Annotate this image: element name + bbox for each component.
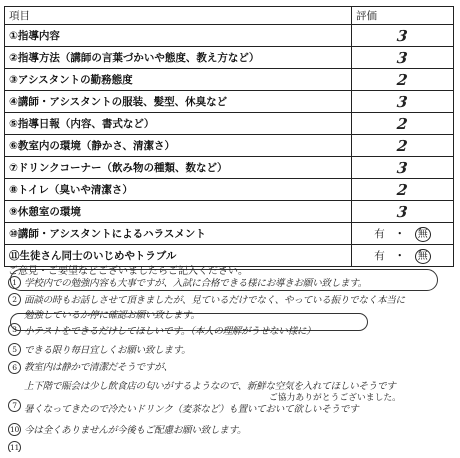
header-score: 評価 (352, 7, 454, 25)
comment-text: できる限り毎日宜しくお願い致します。 (24, 345, 191, 356)
handwritten-score: 3 (396, 26, 409, 45)
comment-line (4, 322, 456, 342)
table-row (5, 113, 454, 135)
comment-lines (4, 275, 456, 452)
handwritten-score: 2 (396, 180, 409, 199)
row-score-cell (352, 179, 454, 201)
option-separator: ・ (394, 251, 405, 262)
comment-number: 1 (8, 276, 21, 289)
comment-text: 学校内での勉強内容も大事ですが、入試に合格できる様にお導きお願い致します。 (24, 278, 368, 289)
comment-line (4, 309, 456, 322)
table-row (5, 201, 454, 223)
table-row (5, 69, 454, 91)
option-yes: 有 (374, 250, 385, 262)
table-row (5, 179, 454, 201)
row-item-label: ⑥教室内の環境（静かさ、清潔さ） (5, 135, 352, 157)
row-item-label: ②指導方法（講師の言葉づかいや態度、教え方など） (5, 47, 352, 69)
row-item-label: ⑨休憩室の環境 (5, 201, 352, 223)
handwritten-score: 3 (396, 202, 409, 221)
row-item-label: ⑩講師・アシスタントによるハラスメント (5, 223, 352, 245)
option-no-circled: 無 (415, 249, 431, 264)
row-score-cell (352, 157, 454, 179)
comment-number: 3 (8, 323, 21, 336)
row-score-cell (352, 47, 454, 69)
row-item-label: ①指導内容 (5, 25, 352, 47)
handwritten-score: 2 (396, 114, 409, 133)
comment-text: 小テストをできるだけしてほしいです。（本人の理解がうせない様に） (24, 326, 316, 337)
option-no-circled: 無 (415, 227, 431, 242)
row-score-cell (352, 135, 454, 157)
evaluation-table (4, 6, 454, 267)
row-item-label: ⑪生徒さん同士のいじめやトラブル (5, 245, 352, 267)
comment-number: 7 (8, 399, 21, 412)
table-row (5, 47, 454, 69)
row-score-cell (352, 91, 454, 113)
comment-line (4, 292, 456, 309)
table-header-row (5, 7, 454, 25)
row-score-cell (352, 201, 454, 223)
header-item: 項目 (5, 7, 352, 25)
handwritten-score: 3 (396, 158, 409, 177)
handwritten-score: 2 (396, 70, 409, 89)
table-row (5, 135, 454, 157)
comment-line (4, 342, 456, 360)
row-item-label: ③アシスタントの勤務態度 (5, 69, 352, 91)
comment-line (4, 275, 456, 292)
row-item-label: ⑦ドリンクコーナー（飲み物の種類、数など） (5, 157, 352, 179)
comment-text: 面談の時もお話しさせて頂きましたが、見ているだけでなく、やっている振りでなく本当に (24, 295, 405, 306)
comments-section (4, 262, 456, 452)
table-row (5, 25, 454, 47)
row-item-label: ⑤指導日報（内容、書式など） (5, 113, 352, 135)
comment-number: 11 (8, 441, 21, 452)
comment-text: 上下階で賑会は少し飲食店の匂いがするようなので、新鮮な空気を入れてほしいそうです (24, 381, 396, 392)
handwritten-score: 2 (396, 136, 409, 155)
table-row (5, 157, 454, 179)
comment-number: 10 (8, 423, 21, 436)
comments-heading: ご意見・ご要望などございましたらご記入ください。 (8, 266, 248, 277)
row-score-cell (352, 69, 454, 91)
handwritten-score: 3 (396, 48, 409, 67)
comment-line (4, 440, 456, 452)
table-row-yesno (5, 223, 454, 245)
row-score-cell (352, 25, 454, 47)
table-row (5, 91, 454, 113)
option-yes: 有 (374, 228, 385, 240)
row-item-label: ④講師・アシスタントの服装、髪型、休臭など (5, 91, 352, 113)
table-body (5, 25, 454, 267)
comment-number: 6 (8, 361, 21, 374)
row-yesno-cell (352, 223, 454, 245)
comment-number: 2 (8, 293, 21, 306)
comment-text: 勉強しているか停に確認お願い致します。 (24, 310, 200, 321)
row-score-cell (352, 113, 454, 135)
thanks-message: ご協力ありがとうございました。 (269, 393, 401, 403)
comment-line (4, 422, 456, 440)
row-item-label: ⑧トイレ（臭いや清潔さ） (5, 179, 352, 201)
comment-text: 暑くなってきたので冷たいドリンク（麦茶など）も置いておいて欲しいそうです (24, 404, 359, 415)
handwritten-score: 3 (396, 92, 409, 111)
comment-text: 教室内は静かで清潔だそうですが、 (24, 362, 173, 373)
comment-text: 今は全くありませんが今後もご配慮お願い致します。 (24, 425, 247, 436)
comment-line (4, 360, 456, 376)
comment-number: 5 (8, 343, 21, 356)
option-separator: ・ (394, 229, 405, 240)
